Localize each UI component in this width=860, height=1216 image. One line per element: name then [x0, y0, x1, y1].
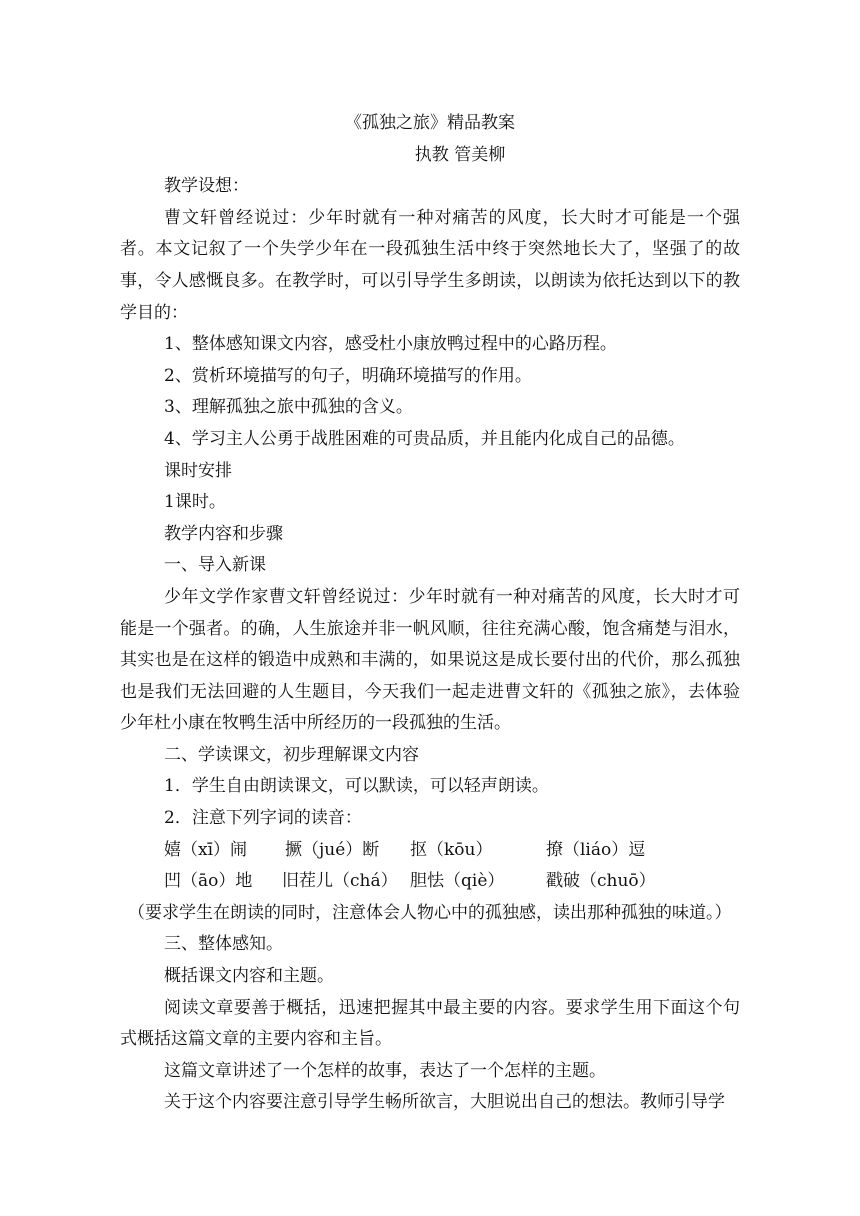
final-line: 关于这个内容要注意引导学生畅所欲言，大胆说出自己的想法。教师引导学 [164, 1092, 725, 1113]
section-heading: 一、导入新课 [164, 555, 266, 576]
pinyin-word: 胆怯（qiè） [410, 871, 505, 892]
pinyin-word: 凹（āo）地 [164, 871, 253, 892]
document-body [120, 108, 740, 1119]
list-item: 2．注意下列字词的读音： [164, 808, 362, 829]
goal-item: 4、学习主人公勇于战胜困难的可贵品质，并且能内化成自己的品德。 [164, 428, 685, 449]
goal-item: 2、赏析环境描写的句子，明确环境描写的作用。 [164, 365, 532, 386]
section-paragraph: 少年文学作家曹文轩曾经说过：少年时就有一种对痛苦的风度，长大时才可能是一个强者。的确，人生旅途并非一帆风顺，往往充满心酸，饱含痛楚与泪水，其实也是在这样的锻造中成熟和丰满的，如果说这是成长要付出的代价，那么孤独也是我们无法回避的人生题目，今天我们一起走进曹文轩的《孤独之旅》，去体验少年杜小康在牧鸭生活中所经历的一段孤独的生活。 [120, 586, 740, 734]
section-heading: 二、学读课文，初步理解课文内容 [164, 744, 419, 765]
schedule-value: 1课时。 [164, 492, 226, 513]
steps-heading: 教学内容和步骤 [164, 523, 283, 544]
pinyin-row [120, 866, 740, 898]
section-subheading: 概括课文内容和主题。 [164, 966, 334, 987]
pinyin-word: 抠（kōu） [410, 839, 493, 860]
pinyin-word: 戳破（chuō） [546, 871, 656, 892]
pinyin-word: 嬉（xī）闹 [164, 839, 248, 860]
section-heading: 三、整体感知。 [164, 934, 283, 955]
goal-item: 3、理解孤独之旅中孤独的含义。 [164, 397, 413, 418]
summary-sentence: 这篇文章讲述了一个怎样的故事，表达了一个怎样的主题。 [164, 1060, 606, 1081]
pinyin-word: 撅（jué）断 [285, 839, 380, 860]
document-title: 《孤独之旅》精品教案 [345, 113, 515, 133]
schedule-heading: 课时安排 [164, 460, 232, 481]
reading-note: （要求学生在朗读的同时，注意体会人物心中的孤独感，读出那种孤独的味道。） [128, 902, 732, 923]
design-paragraph: 曹文轩曾经说过：少年时就有一种对痛苦的风度，长大时才可能是一个强者。本文记叙了一个失学少年在一段孤独生活中终于突然地长大了，坚强了的故事，令人感慨良多。在教学时，可以引导学生多朗读，以朗读为依托达到以下的教学目的： [120, 207, 740, 323]
section-paragraph: 阅读文章要善于概括，迅速把握其中最主要的内容。要求学生用下面这个句式概括这篇文章的主要内容和主旨。 [120, 997, 740, 1050]
pinyin-word: 撩（liáo）逗 [546, 839, 646, 860]
pinyin-row [120, 835, 740, 867]
list-item: 1．学生自由朗读课文，可以默读，可以轻声朗读。 [164, 776, 549, 797]
pinyin-word: 旧茬儿（chá） [282, 871, 398, 892]
author-line: 执教 管美柳 [414, 144, 506, 165]
design-heading: 教学设想： [164, 176, 249, 197]
goal-item: 1、整体感知课文内容，感受杜小康放鸭过程中的心路历程。 [164, 334, 617, 355]
